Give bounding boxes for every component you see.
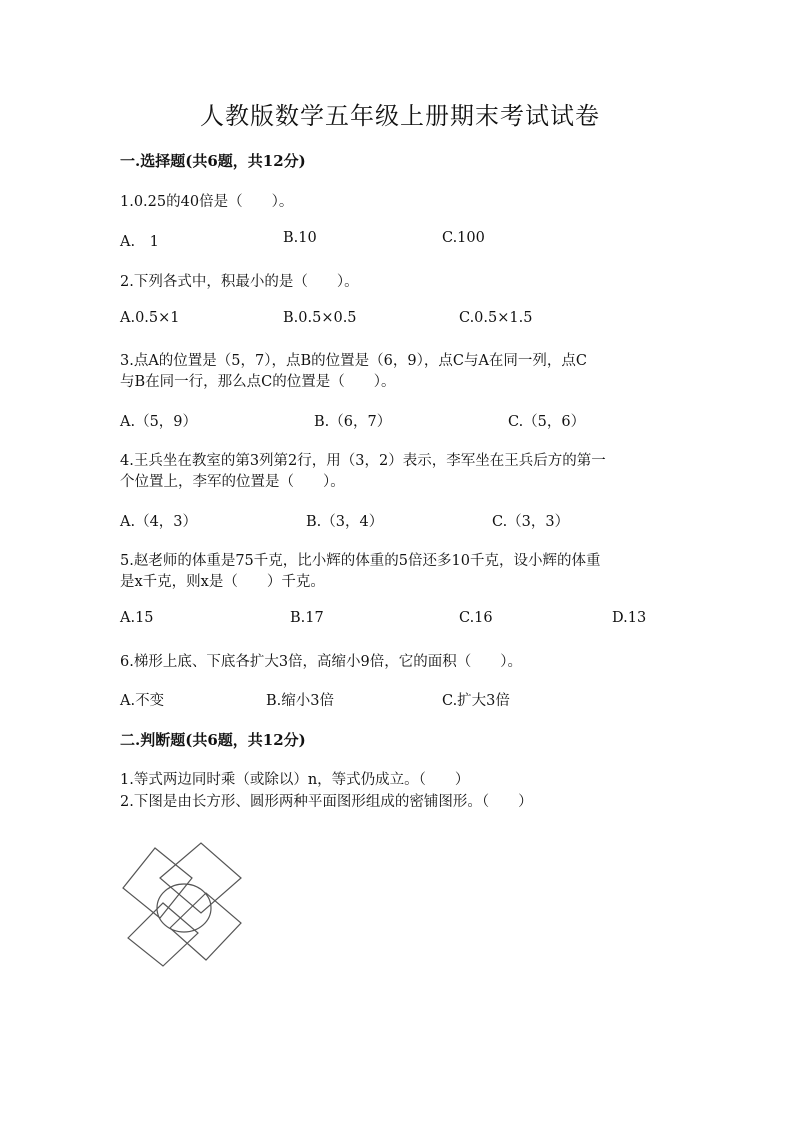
judgment-question-1: 1.等式两边同时乘（或除以）n，等式仍成立。（ ）	[120, 772, 470, 788]
question-3-option-b: B.（6，7）	[314, 414, 392, 430]
tile-circle	[157, 884, 211, 932]
question-4-option-b: B.（3，4）	[306, 514, 384, 530]
question-3-option-c: C.（5，6）	[508, 414, 586, 430]
question-5-option-b: B.17	[290, 610, 324, 626]
question-5-text-line-2: 是x千克，则x是（ ）千克。	[120, 574, 325, 590]
page-title: 人教版数学五年级上册期末考试试卷	[200, 102, 600, 130]
question-5-text-line-1: 5.赵老师的体重是75千克，比小辉的体重的5倍还多10千克，设小辉的体重	[120, 553, 601, 569]
question-5-option-c: C.16	[459, 610, 493, 626]
question-2-option-b: B.0.5×0.5	[283, 310, 357, 326]
question-6-text: 6.梯形上底、下底各扩大3倍，高缩小9倍，它的面积（ ）。	[120, 654, 523, 670]
question-4-text-line-2: 个位置上，李军的位置是（ ）。	[120, 474, 345, 490]
question-3-text-line-2: 与B在同一行，那么点C的位置是（ ）。	[120, 374, 396, 390]
question-4-option-c: C.（3，3）	[492, 514, 570, 530]
tessellation-figure	[118, 838, 248, 968]
tile-rectangle-bottom-left	[128, 903, 198, 966]
question-2-option-a: A.0.5×1	[120, 310, 180, 326]
question-1-option-a: A. 1	[120, 234, 159, 250]
question-5-option-a: A.15	[120, 610, 154, 626]
question-3-option-a: A.（5，9）	[120, 414, 198, 430]
question-3-text-line-1: 3.点A的位置是（5，7），点B的位置是（6，9），点C与A在同一列，点C	[120, 353, 588, 369]
question-2-text: 2.下列各式中，积最小的是（ ）。	[120, 274, 359, 290]
question-1-option-c: C.100	[442, 230, 485, 246]
question-1-text: 1.0.25的40倍是（ ）。	[120, 194, 294, 210]
question-5-option-d: D.13	[612, 610, 647, 626]
question-6-option-b: B.缩小3倍	[266, 693, 334, 709]
section-2-header: 二.判断题(共6题，共12分)	[120, 731, 306, 749]
question-6-option-a: A.不变	[120, 693, 165, 709]
judgment-question-2: 2.下图是由长方形、圆形两种平面图形组成的密铺图形。（ ）	[120, 794, 533, 810]
section-1-header: 一.选择题(共6题，共12分)	[120, 152, 306, 170]
question-4-option-a: A.（4，3）	[120, 514, 198, 530]
question-2-option-c: C.0.5×1.5	[459, 310, 533, 326]
question-6-option-c: C.扩大3倍	[442, 693, 510, 709]
question-1-option-b: B.10	[283, 230, 317, 246]
question-4-text-line-1: 4.王兵坐在教室的第3列第2行，用（3，2）表示，李军坐在王兵后方的第一	[120, 453, 606, 469]
